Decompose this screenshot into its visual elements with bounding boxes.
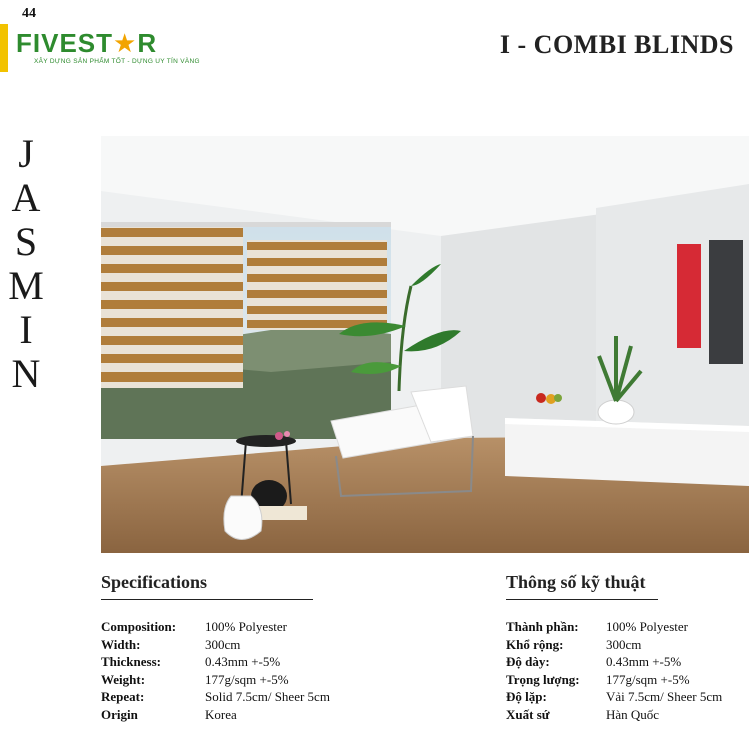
spec-label: Trọng lượng: (506, 671, 580, 687)
spec-row (101, 671, 330, 689)
spec-heading-vi: Thông số kỹ thuật (506, 572, 646, 592)
page-number: 44 (22, 6, 36, 21)
spec-label: Xuất sứ (506, 706, 550, 722)
logo-tagline: XÂY DỰNG SẢN PHẨM TỐT - DỰNG UY TÍN VÀNG (34, 58, 200, 65)
product-name-letter: S (14, 219, 38, 264)
spec-label: Thành phần: (506, 619, 579, 634)
blind-left (101, 226, 243, 388)
spec-row (101, 688, 330, 706)
spec-label: Độ lặp: (506, 689, 547, 704)
spec-row (506, 636, 722, 654)
spec-label: Repeat: (101, 689, 145, 704)
spec-value: Hàn Quốc (606, 706, 660, 722)
spec-value: 300cm (606, 636, 642, 652)
blind-right (247, 240, 387, 330)
fivestar-logo (16, 28, 200, 68)
spec-row (506, 706, 722, 724)
logo-brand-suffix: R (137, 28, 158, 58)
spec-row (101, 618, 330, 636)
product-name-letter: I (19, 307, 33, 352)
spec-value: 100% Polyester (606, 619, 688, 634)
logo-brand (16, 28, 191, 58)
specifications-vi (506, 572, 722, 723)
spec-row (506, 671, 722, 689)
spec-label: Weight: (101, 671, 146, 687)
product-name-letter: A (11, 175, 41, 220)
heading-underline (101, 599, 313, 600)
spec-label: Origin (101, 706, 138, 722)
spec-label: Khổ rộng: (506, 636, 564, 652)
spec-value: Korea (205, 706, 237, 722)
accent-bar (0, 24, 8, 72)
spec-row (506, 618, 722, 636)
section-title: I - COMBI BLINDS (499, 30, 734, 59)
spec-row (506, 653, 722, 671)
spec-row (101, 706, 330, 724)
spec-value: 177g/sqm +-5% (606, 671, 690, 687)
spec-label: Thickness: (101, 654, 161, 669)
spec-table-en (101, 618, 330, 723)
product-name-letter: M (8, 263, 44, 308)
spec-value: Vải 7.5cm/ Sheer 5cm (606, 689, 723, 704)
spec-label: Composition: (101, 619, 177, 634)
spec-label: Độ dày: (506, 654, 550, 669)
spec-row (506, 688, 722, 706)
room-photo (101, 136, 749, 553)
spec-value: Solid 7.5cm/ Sheer 5cm (205, 689, 330, 704)
specifications-en (101, 572, 330, 723)
logo-brand-prefix: FIVEST (16, 28, 114, 58)
spec-value: 100% Polyester (205, 619, 287, 634)
spec-value: 300cm (205, 636, 241, 652)
spec-heading-en: Specifications (101, 572, 207, 592)
product-name-letter: J (18, 131, 34, 176)
spec-value: 0.43mm +-5% (606, 654, 682, 669)
tv-console (505, 418, 749, 486)
spec-table-vi (506, 618, 722, 723)
heading-underline (506, 599, 658, 600)
product-name (6, 132, 46, 396)
spec-label: Width: (101, 636, 141, 652)
product-name-letter: N (11, 351, 41, 396)
spec-value: 0.43mm +-5% (205, 654, 281, 669)
spec-row (101, 636, 330, 654)
spec-value: 177g/sqm +-5% (205, 671, 289, 687)
spec-row (101, 653, 330, 671)
star-icon: ★ (113, 28, 138, 58)
